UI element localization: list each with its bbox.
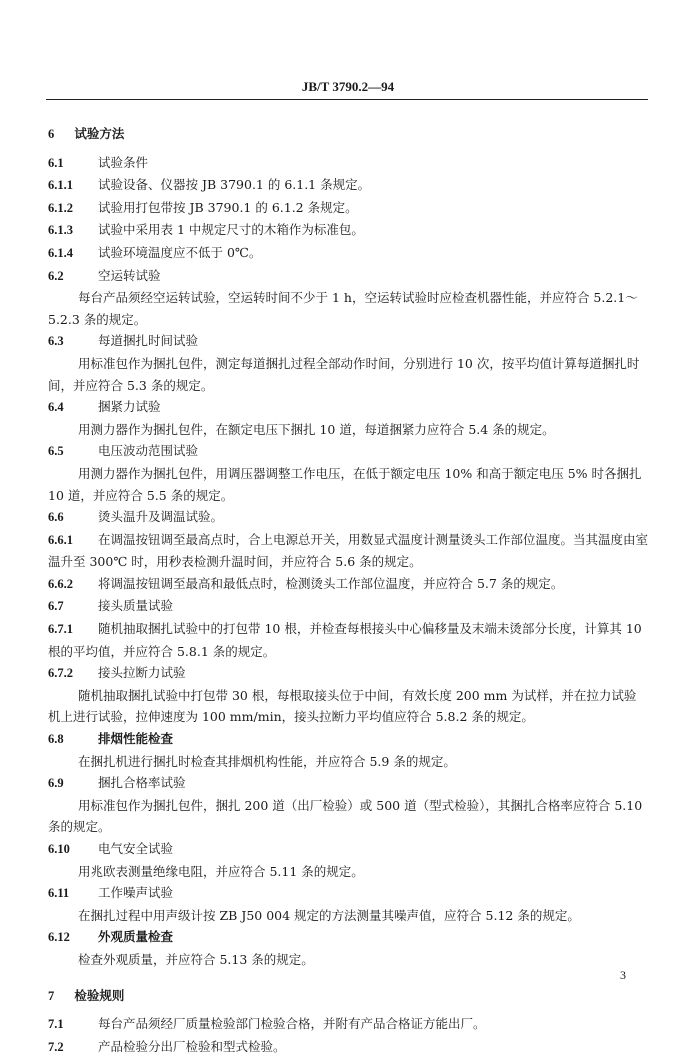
clause-6-3-body: 用标准包作为捆扎包件，测定每道捆扎过程全部动作时间，分别进行 10 次，按平均值计算每道捆扎时间，并应符合 5.3 条的规定。 (48, 355, 640, 393)
clause-number: 6.9 (48, 776, 64, 791)
header-rule (46, 99, 648, 100)
clause-number: 6.1.3 (48, 223, 73, 238)
clause-title: 工作噪声试验 (98, 885, 174, 901)
clause-6-1-3 (48, 219, 648, 242)
clause-6-12-body: 检查外观质量，并应符合 5.13 条的规定。 (78, 951, 314, 967)
clause-number: 6.10 (48, 842, 70, 856)
clause-6-10-heading (48, 838, 648, 861)
clause-6-1-1 (48, 174, 648, 197)
clause-title: 试验条件 (98, 154, 149, 170)
clause-6-7-2-body: 随机抽取捆扎试验中打包带 30 根，每根取接头位于中间，有效长度 200 mm 为试样，并在拉力试验机上进行试验，拉伸速度为 100 mm/min，接头拉断力平均值应符合 5.8.2 条的规定。 (48, 687, 637, 725)
section-7-heading (48, 985, 648, 1008)
clause-title: 排烟性能检查 (98, 731, 174, 747)
clause-number: 6.11 (48, 886, 70, 901)
clause-6-8-heading (48, 728, 648, 751)
clause-7-2 (48, 1036, 648, 1058)
clause-6-8-body: 在捆扎机进行捆扎时检查其排烟机构性能，并应符合 5.9 条的规定。 (78, 753, 456, 769)
clause-title: 电压波动范围试验 (98, 443, 199, 459)
document-body (48, 117, 648, 1058)
clause-6-6-2 (48, 573, 648, 596)
clause-title: 捆紧力试验 (98, 399, 161, 415)
clause-6-4-heading (48, 396, 648, 419)
clause-number: 6.4 (48, 400, 64, 415)
clause-title: 空运转试验 (98, 267, 161, 283)
clause-6-4-body: 用测力器作为捆扎包件，在额定电压下捆扎 10 道，每道捆紧力应符合 5.4 条的规定。 (78, 421, 555, 437)
clause-6-1 (48, 152, 648, 175)
clause-6-1-4 (48, 242, 648, 265)
clause-6-11-heading (48, 882, 648, 905)
clause-6-7-2-heading (48, 662, 648, 685)
section-title: 试验方法 (74, 126, 125, 141)
clause-title: 每道捆扎时间试验 (98, 333, 199, 349)
clause-number: 6.1.2 (48, 200, 73, 215)
clause-number: 6.7.2 (48, 666, 73, 681)
clause-title: 接头拉断力试验 (98, 665, 186, 681)
clause-number: 6.1 (48, 155, 64, 170)
section-title: 检验规则 (74, 987, 125, 1003)
section-number: 7 (48, 988, 55, 1003)
clause-6-11-body: 在捆扎过程中用声级计按 ZB J50 004 规定的方法测量其噪声值，应符合 5.12 条的规定。 (78, 907, 580, 923)
clause-6-5-heading (48, 440, 648, 463)
clause-text: 在调温按钮调至最高点时，合上电源总开关，用数显式温度计测量烫头工作部位温度。当其温度由室温升至 300℃ 时，用秒表检测升温时间，并应符合 5.6 条的规定。 (48, 531, 649, 570)
clause-6-2-heading (48, 265, 648, 288)
clause-6-12-heading (48, 926, 648, 949)
clause-number: 6.7.1 (48, 622, 73, 637)
clause-6-9-body: 用标准包作为捆扎包件，捆扎 200 道（出厂检验）或 500 道（型式检验），其捆扎合格率应符合 5.10 条的规定。 (48, 797, 643, 835)
clause-title: 捆扎合格率试验 (98, 775, 186, 791)
clause-number: 6.6.1 (48, 532, 73, 547)
clause-6-9-heading (48, 772, 648, 795)
clause-text: 试验中采用表 1 中规定尺寸的木箱作为标准包。 (98, 222, 364, 238)
clause-number: 7.2 (48, 1039, 64, 1054)
clause-6-10-body: 用兆欧表测量绝缘电阻，并应符合 5.11 条的规定。 (78, 863, 364, 879)
clause-title: 外观质量检查 (98, 929, 174, 945)
clause-text: 试验环境温度应不低于 0℃。 (98, 244, 262, 260)
clause-6-5-body: 用测力器作为捆扎包件，用调压器调整工作电压，在低于额定电压 10% 和高于额定电压 5% 时各捆扎 10 道，并应符合 5.5 条的规定。 (48, 465, 642, 503)
clause-number: 6.6.2 (48, 576, 73, 591)
page-number: 3 (620, 968, 626, 982)
clause-text: 每台产品须经厂质量检验部门检验合格，并附有产品合格证方能出厂。 (98, 1016, 486, 1032)
section-6-heading (48, 123, 648, 146)
clause-title: 接头质量试验 (98, 598, 174, 614)
clause-title: 电气安全试验 (98, 841, 174, 856)
clause-6-6-heading (48, 506, 648, 529)
clause-6-3-heading (48, 330, 648, 353)
clause-number: 6.1.1 (48, 178, 73, 193)
clause-number: 6.6 (48, 510, 64, 525)
clause-text: 试验用打包带按 JB 3790.1 的 6.1.2 条规定。 (98, 199, 358, 215)
clause-7-1 (48, 1013, 648, 1036)
clause-number: 6.5 (48, 444, 64, 459)
clause-6-1-2 (48, 197, 648, 220)
clause-text: 产品检验分出厂检验和型式检验。 (98, 1038, 286, 1054)
clause-number: 6.2 (48, 268, 64, 283)
clause-text: 随机抽取捆扎试验中的打包带 10 根，并检查每根接头中心偏移量及末端未烫部分长度，计算其 10 根的平均值，并应符合 5.8.1 条的规定。 (48, 621, 642, 659)
clause-number: 6.1.4 (48, 245, 73, 260)
clause-number: 6.12 (48, 930, 70, 945)
clause-6-6-1 (48, 529, 648, 573)
clause-6-7-1 (48, 618, 648, 662)
clause-number: 6.3 (48, 334, 64, 349)
document-header: JB/T 3790.2—94 (301, 79, 395, 94)
section-number: 6 (48, 127, 55, 141)
clause-number: 6.7 (48, 599, 64, 614)
clause-6-7-heading (48, 595, 648, 618)
clause-text: 试验设备、仪器按 JB 3790.1 的 6.1.1 条规定。 (98, 177, 371, 193)
clause-6-2-body: 每台产品须经空运转试验，空运转时间不少于 1 h，空运转试验时应检查机器性能，并应符合 5.2.1～5.2.3 条的规定。 (48, 290, 638, 327)
clause-text: 将调温按钮调至最高和最低点时，检测烫头工作部位温度，并应符合 5.7 条的规定。 (98, 575, 564, 591)
clause-number: 7.1 (48, 1017, 64, 1032)
clause-title: 烫头温升及调温试验。 (98, 509, 224, 525)
section-gap (48, 971, 648, 979)
clause-number: 6.8 (48, 732, 64, 747)
